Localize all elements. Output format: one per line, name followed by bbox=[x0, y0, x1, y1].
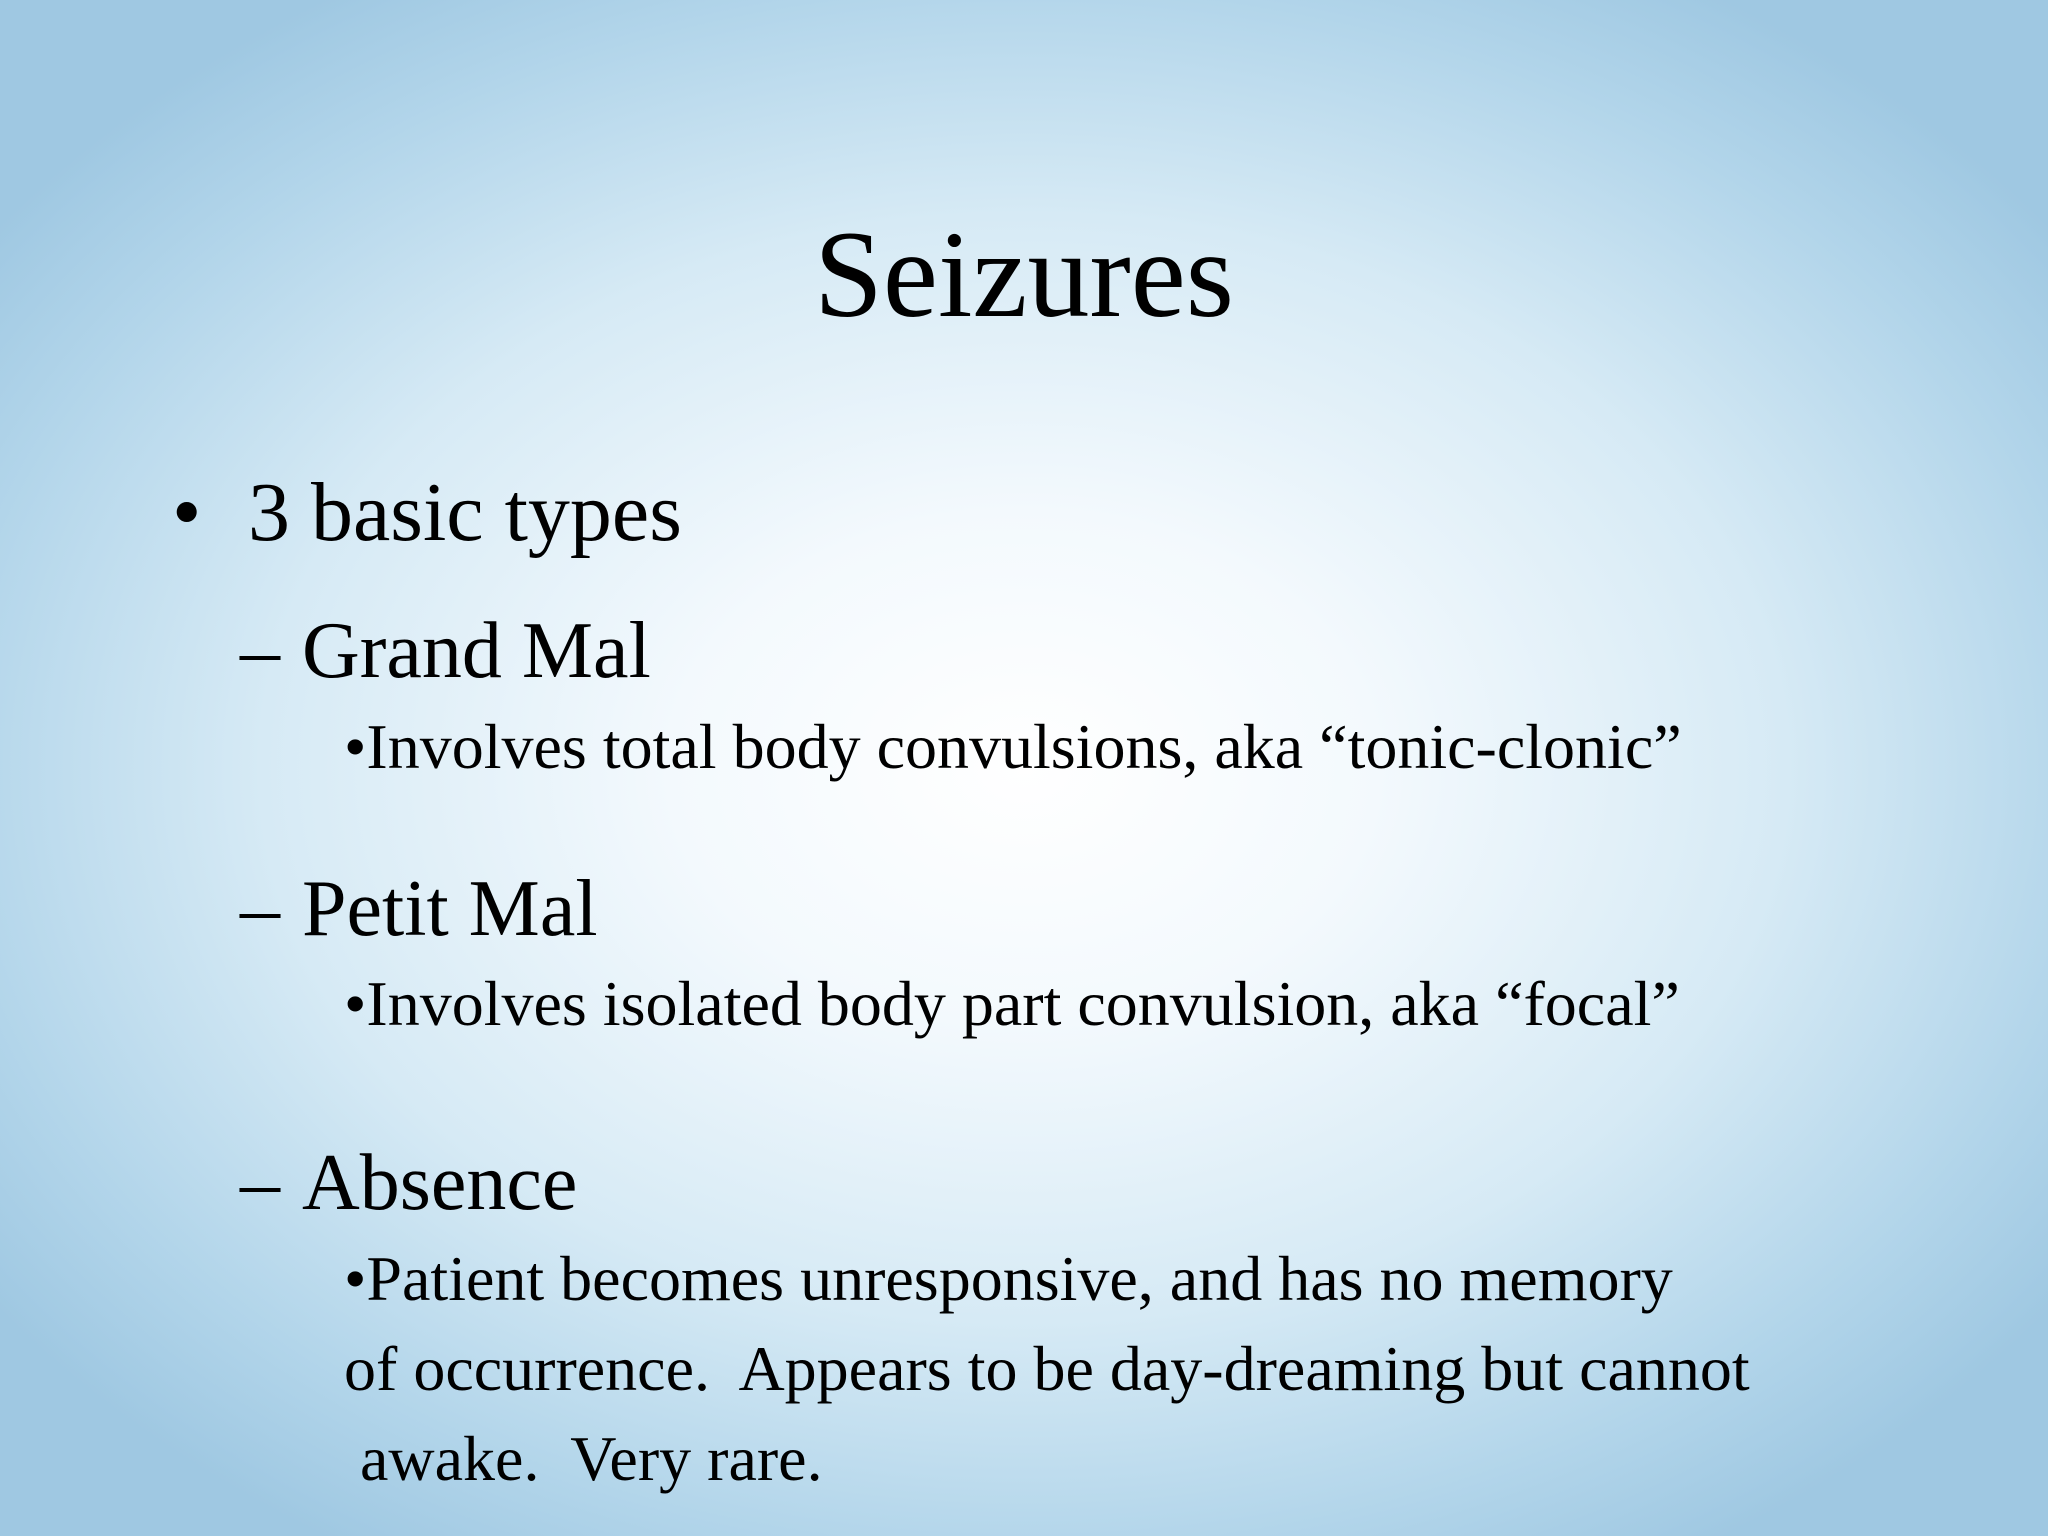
type-name: Petit Mal bbox=[302, 865, 598, 953]
main-bullet bbox=[172, 468, 682, 558]
type-detail bbox=[344, 1244, 1673, 1314]
bullet-marker: • bbox=[172, 466, 202, 559]
type-name: Grand Mal bbox=[302, 607, 651, 695]
dash-marker: – bbox=[240, 865, 280, 953]
slide-title: Seizures bbox=[813, 206, 1235, 343]
main-bullet-text: 3 basic types bbox=[248, 466, 682, 559]
detail-marker: • bbox=[344, 968, 367, 1039]
type-absence bbox=[240, 1140, 577, 1226]
detail-text: Involves total body convulsions, aka “tonic-clonic” bbox=[366, 711, 1682, 782]
detail-continuation: awake. Very rare. bbox=[344, 1423, 823, 1494]
type-petit-mal bbox=[240, 866, 598, 952]
type-detail bbox=[344, 712, 1682, 782]
detail-marker: • bbox=[344, 711, 367, 782]
type-detail bbox=[344, 969, 1680, 1039]
dash-marker: – bbox=[240, 607, 280, 695]
detail-text: Patient becomes unresponsive, and has no memory bbox=[366, 1243, 1673, 1314]
type-name: Absence bbox=[302, 1139, 578, 1227]
detail-text: Involves isolated body part convulsion, aka “focal” bbox=[366, 968, 1680, 1039]
type-grand-mal bbox=[240, 608, 651, 694]
detail-continuation: of occurrence. Appears to be day-dreaming but cannot bbox=[344, 1333, 1750, 1404]
dash-marker: – bbox=[240, 1139, 280, 1227]
detail-marker: • bbox=[344, 1243, 367, 1314]
